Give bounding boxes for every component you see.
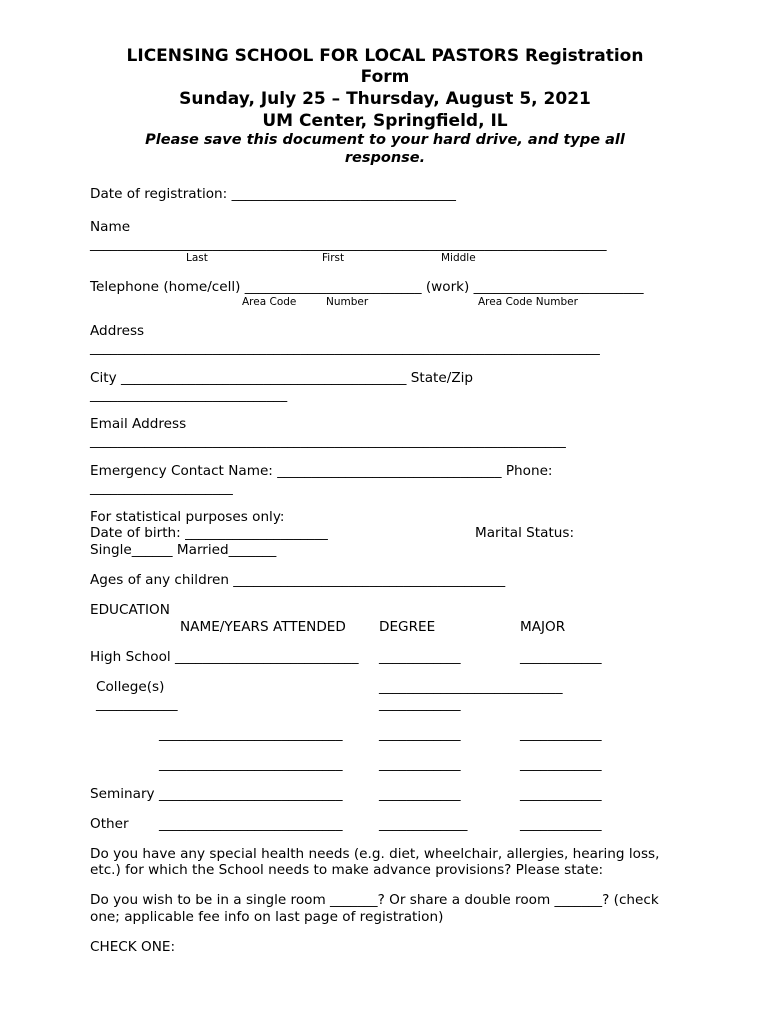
college2-major-field[interactable]: ____________ <box>520 726 602 742</box>
check-one-label: CHECK ONE: <box>90 939 176 955</box>
health-needs-question-line2: etc.) for which the School needs to make advance provisions? Please state: <box>90 862 604 878</box>
room-preference-note: one; applicable fee info on last page of registration) <box>90 909 444 925</box>
room-preference-field[interactable]: Do you wish to be in a single room _______? Or share a double room _______? (check <box>90 892 659 908</box>
name-field[interactable]: ____________________________________________________________________________ <box>90 236 607 252</box>
other-degree-field[interactable]: _____________ <box>379 816 468 832</box>
name-sub-last: Last <box>186 252 208 264</box>
event-dates: Sunday, July 25 – Thursday, August 5, 2021 <box>179 89 591 109</box>
name-sub-middle: Middle <box>441 252 476 264</box>
other-name-field[interactable]: ___________________________ <box>159 816 343 832</box>
date-of-birth-field[interactable]: Date of birth: _____________________ <box>90 525 328 541</box>
name-sub-first: First <box>322 252 345 264</box>
college3-name-field[interactable]: ___________________________ <box>159 756 343 772</box>
date-of-registration-field[interactable]: Date of registration: _________________________________ <box>90 186 456 202</box>
college2-name-field[interactable]: ___________________________ <box>159 726 343 742</box>
form-title-line2: Form <box>360 67 410 87</box>
telephone-field[interactable]: Telephone (home/cell) __________________________ (work) _________________________ <box>90 279 644 295</box>
ages-of-children-field[interactable]: Ages of any children ________________________________________ <box>90 572 506 588</box>
high-school-degree-field[interactable]: ____________ <box>379 649 461 665</box>
other-label: Other <box>90 816 129 832</box>
college3-degree-field[interactable]: ____________ <box>379 756 461 772</box>
education-label: EDUCATION <box>90 602 170 618</box>
health-needs-question: Do you have any special health needs (e.g. diet, wheelchair, allergies, hearing loss, <box>90 846 660 862</box>
address-field[interactable]: ___________________________________________________________________________ <box>90 340 600 356</box>
col-major-header: MAJOR <box>520 619 566 635</box>
email-field[interactable]: ______________________________________________________________________ <box>90 433 566 449</box>
emergency-contact-field[interactable]: Emergency Contact Name: _________________________________ Phone: <box>90 463 553 479</box>
instruction-line2: response. <box>344 150 426 166</box>
single-married-field[interactable]: Single______ Married_______ <box>90 542 277 558</box>
other-major-field[interactable]: ____________ <box>520 816 602 832</box>
college-degree-wide-field[interactable]: ___________________________ <box>379 679 563 695</box>
tel-sub-area-code-home: Area Code <box>242 296 297 308</box>
high-school-field[interactable]: High School ___________________________ <box>90 649 359 665</box>
city-state-zip-field[interactable]: City __________________________________________ State/Zip <box>90 370 474 386</box>
name-label: Name <box>90 219 131 235</box>
state-zip-field[interactable]: _____________________________ <box>90 387 288 403</box>
col-name-years-header: NAME/YEARS ATTENDED <box>180 619 346 635</box>
statistical-label: For statistical purposes only: <box>90 509 285 525</box>
instruction-line1: Please save this document to your hard drive, and type all <box>145 132 625 148</box>
email-label: Email Address <box>90 416 187 432</box>
seminary-label: Seminary <box>90 786 155 802</box>
high-school-major-field[interactable]: ____________ <box>520 649 602 665</box>
college-label: College(s) <box>96 679 165 695</box>
col-degree-header: DEGREE <box>379 619 436 635</box>
college2-degree-field[interactable]: ____________ <box>379 726 461 742</box>
college3-major-field[interactable]: ____________ <box>520 756 602 772</box>
seminary-degree-field[interactable]: ____________ <box>379 786 461 802</box>
seminary-major-field[interactable]: ____________ <box>520 786 602 802</box>
college-name-field[interactable]: ____________ <box>96 696 178 712</box>
seminary-name-field[interactable]: ___________________________ <box>159 786 343 802</box>
emergency-phone-field[interactable]: _____________________ <box>90 480 233 496</box>
marital-status-label: Marital Status: <box>475 525 575 541</box>
form-title-line1: LICENSING SCHOOL FOR LOCAL PASTORS Registration <box>126 46 644 66</box>
tel-sub-work: Area Code Number <box>478 296 578 308</box>
college-degree-field[interactable]: ____________ <box>379 696 461 712</box>
event-location: UM Center, Springfield, IL <box>262 111 508 131</box>
address-label: Address <box>90 323 145 339</box>
tel-sub-number-home: Number <box>326 296 369 308</box>
